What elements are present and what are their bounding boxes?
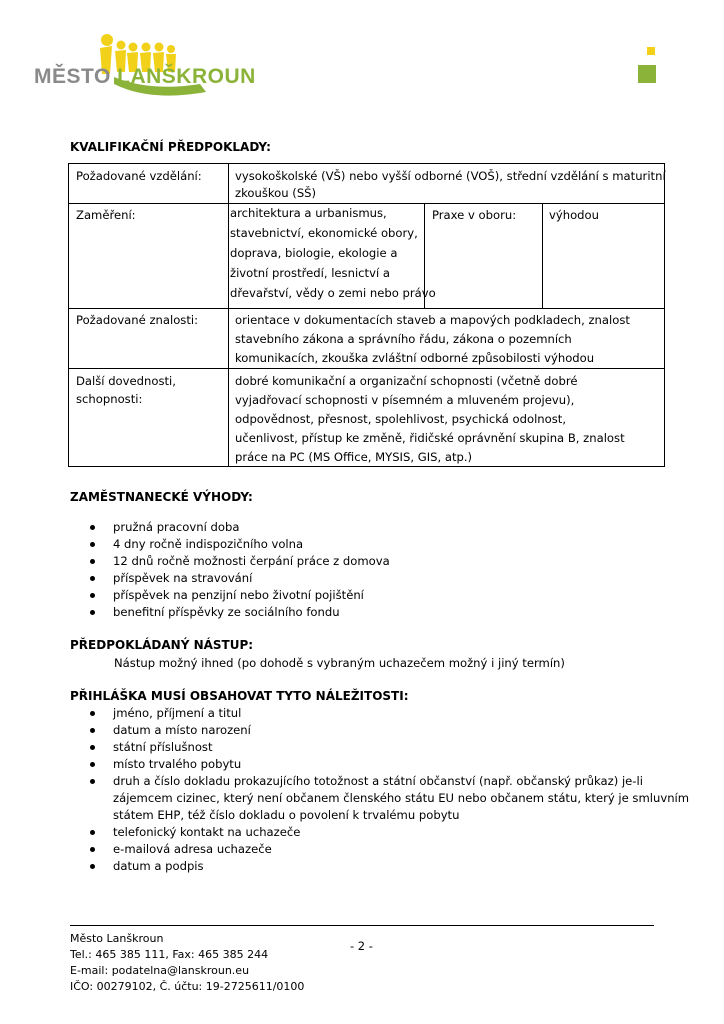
footer-contact-info <box>70 931 304 995</box>
application-requirements-list <box>86 705 689 875</box>
practice-label: Praxe v oboru: <box>432 208 517 222</box>
bullet-icon <box>90 830 95 835</box>
list-item: příspěvek na stravování <box>86 570 390 587</box>
list-item: datum a místo narození <box>86 722 689 739</box>
skills-value-line: práce na PC (MS Office, MYSIS, GIS, atp.) <box>235 450 473 464</box>
knowledge-value-line: komunikacích, zkouška zvláštní odborné způsobilosti výhodou <box>235 351 595 365</box>
bullet-icon <box>90 847 95 852</box>
bullet-icon <box>90 525 95 530</box>
list-item: státní příslušnost <box>86 739 689 756</box>
qualifications-heading: KVALIFIKAČNÍ PŘEDPOKLADY: <box>70 140 271 154</box>
skills-value-line: odpovědnost, přesnost, spolehlivost, psychická odolnost, <box>235 412 567 426</box>
skills-label-line: Další dovednosti, <box>76 374 176 388</box>
skills-value-line: učenlivost, přístup ke změně, řidičské oprávnění skupina B, znalost <box>235 431 625 445</box>
footer-email: E-mail: podatelna@lanskroun.eu <box>70 964 250 977</box>
footer-ico-account: IČO: 00279102, Č. účtu: 19-2725611/0100 <box>70 980 305 993</box>
city-logo <box>30 32 256 107</box>
education-value-line: vysokoškolské (VŠ) nebo vyšší odborné (VOŠ), střední vzdělání s maturitní <box>235 169 666 183</box>
benefits-list <box>86 519 390 621</box>
footer-org-name: Město Lanškroun <box>70 932 164 945</box>
practice-value: výhodou <box>549 208 599 222</box>
focus-value-line: dřevařství, vědy o zemi nebo právo <box>230 286 436 300</box>
list-item: datum a podpis <box>86 858 689 875</box>
bullet-icon <box>90 576 95 581</box>
skills-value-line: vyjadřovací schopnosti v písemném a mluveném projevu), <box>235 393 575 407</box>
focus-value-line: stavebnictví, ekonomické obory, <box>230 226 418 240</box>
bullet-icon <box>90 745 95 750</box>
footer-divider <box>70 925 654 926</box>
bullet-icon <box>90 542 95 547</box>
bullet-icon <box>90 711 95 716</box>
footer-phone-fax: Tel.: 465 385 111, Fax: 465 385 244 <box>70 948 269 961</box>
bullet-icon <box>90 762 95 767</box>
list-item: druh a číslo dokladu prokazujícího totožnost a státní občanství (např. občanský průkaz) je-li zájemcem cizinec, který není občanem členského státu EU nebo občanem státu, který je smluvním státem EHP, též číslo dokladu o povolení k trvalému pobytu <box>86 773 689 824</box>
bullet-icon <box>90 610 95 615</box>
focus-value-line: architektura a urbanismus, <box>230 206 387 220</box>
page-number: - 2 - <box>350 939 373 953</box>
list-item: příspěvek na penzijní nebo životní pojištění <box>86 587 390 604</box>
education-label: Požadované vzdělání: <box>76 169 202 183</box>
bullet-icon <box>90 728 95 733</box>
list-item: 4 dny ročně indispozičního volna <box>86 536 390 553</box>
focus-label: Zaměření: <box>76 208 136 222</box>
list-item: telefonický kontakt na uchazeče <box>86 824 689 841</box>
focus-value-line: doprava, biologie, ekologie a <box>230 246 398 260</box>
list-item: benefitní příspěvky ze sociálního fondu <box>86 604 390 621</box>
start-heading: PŘEDPOKLÁDANÝ NÁSTUP: <box>70 638 254 652</box>
list-item: místo trvalého pobytu <box>86 756 689 773</box>
application-heading: PŘIHLÁŠKA MUSÍ OBSAHOVAT TYTO NÁLEŽITOSTI: <box>70 689 409 703</box>
education-value-line: zkouškou (SŠ) <box>235 186 317 200</box>
bullet-icon <box>90 559 95 564</box>
list-item: jméno, příjmení a titul <box>86 705 689 722</box>
corner-logo-mark-icon <box>636 47 658 87</box>
focus-value-line: životní prostředí, lesnictví a <box>230 266 390 280</box>
skills-label-line: schopnosti: <box>76 392 143 406</box>
benefits-heading: ZAMĚSTNANECKÉ VÝHODY: <box>70 490 253 504</box>
list-item: e-mailová adresa uchazeče <box>86 841 689 858</box>
bullet-icon <box>90 864 95 869</box>
list-item: 12 dnů ročně možnosti čerpání práce z domova <box>86 553 390 570</box>
list-item: pružná pracovní doba <box>86 519 390 536</box>
knowledge-value-line: orientace v dokumentacích staveb a mapových podkladech, znalost <box>235 313 630 327</box>
logo-wordmark: MĚSTO LANŠKROUN <box>34 65 256 88</box>
skills-value-line: dobré komunikační a organizační schopnosti (včetně dobré <box>235 374 578 388</box>
knowledge-label: Požadované znalosti: <box>76 313 199 327</box>
bullet-icon <box>90 779 95 784</box>
knowledge-value-line: stavebního zákona a správního řádu, zákona o pozemních <box>235 332 572 346</box>
bullet-icon <box>90 593 95 598</box>
start-text: Nástup možný ihned (po dohodě s vybraným uchazečem možný i jiný termín) <box>114 656 565 670</box>
